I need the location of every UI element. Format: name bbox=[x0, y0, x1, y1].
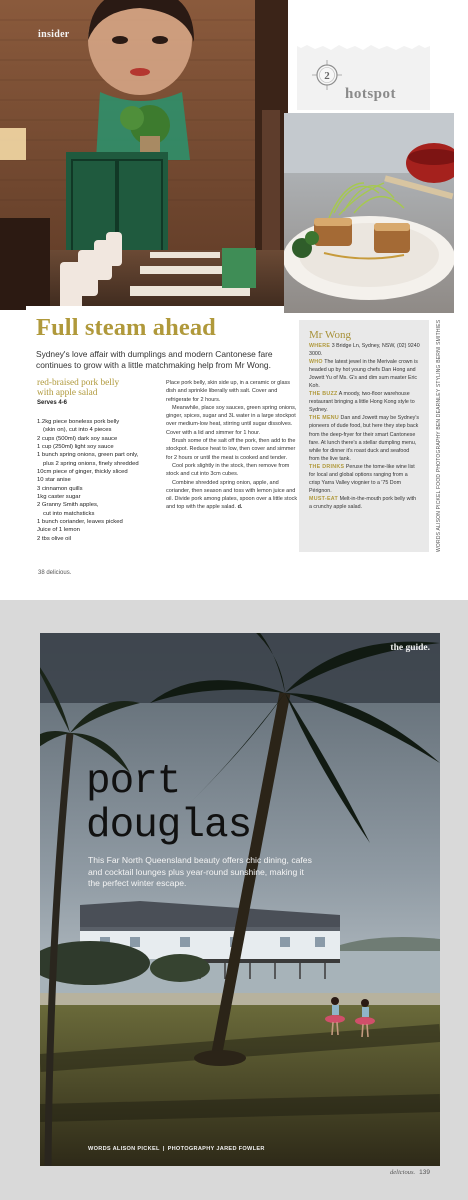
feature-title-line: douglas bbox=[86, 803, 252, 849]
ingredient-item: 1 bunch spring onions, green part only, bbox=[37, 452, 139, 459]
venue-info-entry bbox=[309, 358, 420, 390]
section-tag: insider bbox=[38, 29, 70, 40]
photo-credits-vertical: WORDS ALISON PICKEL FOOD PHOTOGRAPHY BEN DEARNLEY STYLING BERNI SMITHIES bbox=[436, 319, 442, 552]
venue-info-entry bbox=[309, 495, 420, 511]
recipe-title bbox=[37, 378, 157, 398]
entry-label: WHO bbox=[309, 359, 323, 366]
recipe-title-line: with apple salad bbox=[37, 388, 98, 398]
hotspot-label-text: hotspot bbox=[345, 86, 397, 102]
ingredient-item: Juice of 1 lemon bbox=[37, 527, 80, 534]
method-step: Place pork belly, skin side up, in a ceramic or glass dish and sprinkle liberally with salt. Cover and refrigerate for 2 hours. bbox=[166, 380, 291, 403]
credit-words: WORDS ALISON PICKEL bbox=[88, 1146, 160, 1152]
ingredient-item: (skin on), cut into 4 pieces bbox=[43, 427, 112, 434]
entry-label: THE DRINKS bbox=[309, 463, 345, 470]
article-headline: Full steam ahead bbox=[36, 314, 216, 341]
entry-text: The latest jewel in the Merivale crown is headed up by hot young chefs Dan Hong and Jowett Yu of Ms. G's and dim sum master Eric Koh. bbox=[309, 359, 418, 390]
section-tag: the guide. bbox=[390, 643, 430, 653]
venue-info-entry bbox=[309, 414, 420, 462]
ingredient-item: 1kg caster sugar bbox=[37, 494, 81, 501]
method-step: Meanwhile, place soy sauces, green spring onions, ginger, spices, sugar and 3L water in a large stockpot over medium-low heat, stirring until sugar dissolves. Cover with a lid and simmer for 1 hour. bbox=[166, 404, 297, 436]
feature-credits bbox=[88, 1146, 265, 1152]
end-mark: d. bbox=[237, 504, 243, 511]
method-step-text: Combine shredded spring onion, apple, and coriander, then season and toss with lemon juice and oil. Divide pork among plates, spoon over a little stock and top with the apple salad. bbox=[166, 479, 298, 511]
entry-label: THE MENU bbox=[309, 415, 340, 422]
entry-text: 3 Bridge Ln, Sydney, NSW, (02) 9240 3000. bbox=[309, 343, 420, 358]
ingredient-item: cut into matchsticks bbox=[43, 510, 95, 517]
recipe-method bbox=[166, 379, 299, 512]
ingredient-item: 10 star anise bbox=[37, 477, 71, 484]
folio-page-number: 139 bbox=[419, 1169, 430, 1176]
method-step: Cool pork slightly in the stock, then remove from stock and cut into 3cm cubes. bbox=[166, 462, 290, 478]
entry-label: WHERE bbox=[309, 343, 331, 349]
recipe-title-line: red-braised pork belly bbox=[37, 378, 120, 388]
entry-text: A moody, two-floor warehouse restaurant bringing a little Hong Kong style to Sydney. bbox=[309, 391, 415, 414]
venue-info-entry bbox=[309, 390, 420, 414]
pork-belly-dish-photo bbox=[284, 113, 454, 313]
page-folio-right bbox=[390, 1169, 430, 1176]
ingredient-item: 1 cup (250ml) light soy sauce bbox=[37, 444, 114, 451]
entry-label: THE BUZZ bbox=[309, 391, 338, 398]
entry-text: Dan and Jowett may be Sydney's pioneers of dude food, but here they step back from the deep-fryer for their smart Cantonese fare. At lunch there's a stellar dumpling menu, while for dinner it's roast duck and seafood from the live tank. bbox=[309, 415, 419, 462]
feature-title-line: port bbox=[86, 759, 181, 805]
ingredient-item: 1.2kg piece boneless pork belly bbox=[37, 419, 120, 425]
ingredient-item: 2 cups (500ml) dark soy sauce bbox=[37, 435, 118, 442]
method-step bbox=[166, 479, 299, 512]
hotspot-label bbox=[297, 38, 430, 110]
venue-info-box bbox=[299, 320, 429, 552]
credit-separator: | bbox=[162, 1146, 165, 1152]
feature-deck: This Far North Queensland beauty offers chic dining, cafes and cocktail lounges plus year-round sunshine, making it the perfect winter escape. bbox=[88, 855, 312, 888]
page-folio-left: 38 delicious. bbox=[38, 570, 72, 576]
magazine-page-right bbox=[0, 600, 468, 1200]
article-standfirst: Sydney's love affair with dumplings and modern Cantonese fare continues to grow with a little matchmaking help from Mr Wong. bbox=[36, 349, 273, 370]
ingredient-item: 2 Granny Smith apples, bbox=[37, 502, 99, 509]
recipe-serves: Serves 4-6 bbox=[37, 400, 68, 406]
ingredient-item: 2 tbs olive oil bbox=[37, 535, 72, 542]
ingredient-item: 1 bunch coriander, leaves picked bbox=[37, 519, 123, 526]
restaurant-interior-photo bbox=[0, 0, 288, 310]
ingredients-list bbox=[37, 418, 162, 543]
method-step: Brush some of the salt off the pork, then add to the stockpot. Reduce heat to low, then cover and simmer for 2 hours or until the meat is cooked and tender. bbox=[166, 438, 296, 461]
credit-photography: PHOTOGRAPHY JARED FOWLER bbox=[167, 1146, 265, 1152]
ingredient-item: plus 2 spring onions, finely shredded bbox=[43, 460, 139, 467]
port-douglas-feature bbox=[40, 633, 440, 1166]
venue-info-entry bbox=[309, 463, 420, 495]
ingredient-item: 10cm piece of ginger, thickly sliced bbox=[37, 469, 128, 476]
ingredient-item: 3 cinnamon quills bbox=[37, 485, 83, 492]
venue-info-entry bbox=[309, 342, 420, 358]
article-body bbox=[26, 306, 298, 586]
venue-name: Mr Wong bbox=[309, 329, 351, 341]
beach-palm-photo bbox=[40, 633, 440, 1166]
compass-badge-icon bbox=[312, 60, 342, 90]
entry-text: Melt-in-the-mouth pork belly with a crunchy apple salad. bbox=[309, 495, 417, 510]
entry-label: MUST-EAT bbox=[309, 495, 339, 502]
svg-text:2: 2 bbox=[324, 70, 330, 82]
folio-brand: delicious. bbox=[390, 1169, 416, 1176]
entry-text: Peruse the tome-like wine list for local and global options ranging from a crisp Yarra Valley viognier to a '75 Dom Pérignon. bbox=[309, 463, 415, 494]
